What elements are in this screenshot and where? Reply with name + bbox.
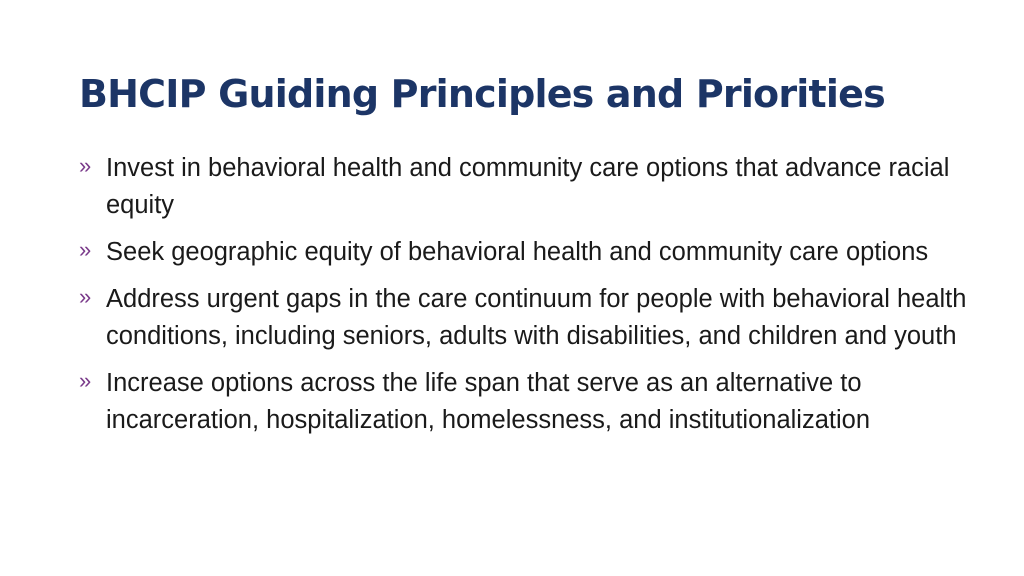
chevron-right-double-icon: » <box>79 237 92 262</box>
bullet-list <box>79 150 999 449</box>
bullet-item <box>79 150 999 224</box>
bullet-item <box>79 281 999 355</box>
slide-title: BHCIP Guiding Principles and Priorities <box>79 72 885 116</box>
bullet-text: Increase options across the life span that serve as an alternative to incarceration, hospitalization, homelessness, and institutionalization <box>106 369 871 434</box>
bullet-text: Seek geographic equity of behavioral health and community care options <box>106 238 929 266</box>
bullet-text: Invest in behavioral health and community care options that advance racial equity <box>106 154 950 219</box>
bullet-text: Address urgent gaps in the care continuum for people with behavioral health conditions, including seniors, adults with disabilities, and children and youth <box>106 285 967 350</box>
chevron-right-double-icon: » <box>79 368 92 393</box>
bullet-item <box>79 365 999 439</box>
bullet-item <box>79 234 999 271</box>
chevron-right-double-icon: » <box>79 153 92 178</box>
chevron-right-double-icon: » <box>79 284 92 309</box>
